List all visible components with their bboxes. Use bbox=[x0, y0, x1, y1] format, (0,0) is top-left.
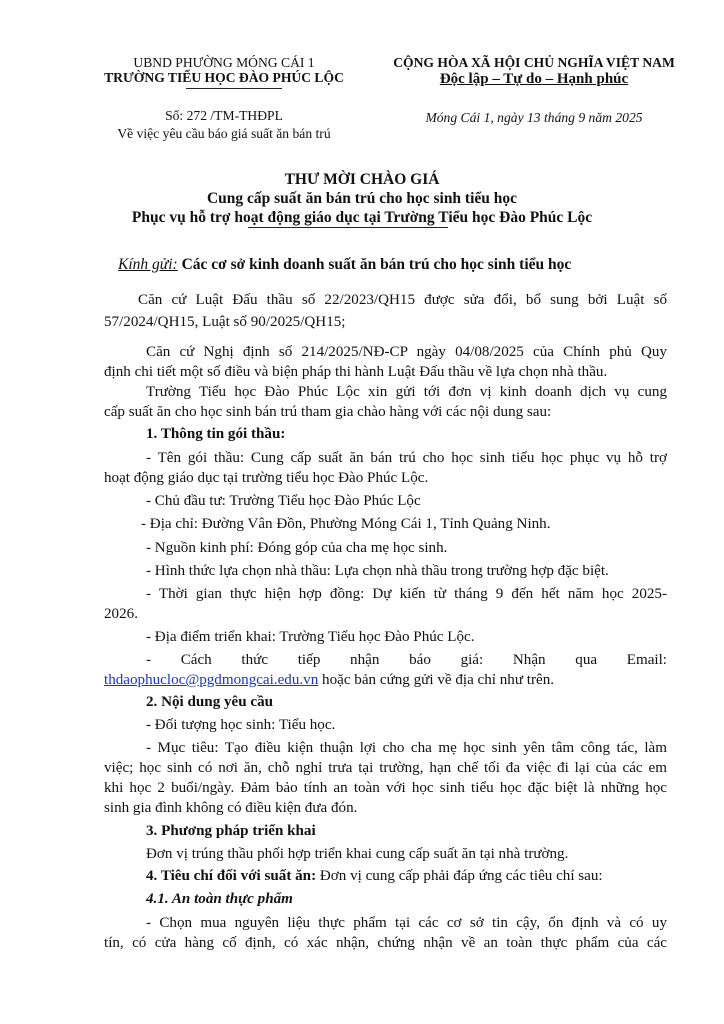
letter-subtitle: Cung cấp suất ăn bán trú cho học sinh tiểu học bbox=[206, 190, 518, 207]
recipient-line bbox=[118, 254, 571, 275]
objective-cont-2: khi học 2 buổi/ngày. Đảm bảo tính an toàn với học sinh tiểu học đặc biệt là những học bbox=[104, 780, 667, 796]
contract-period-cont: 2026. bbox=[104, 606, 138, 622]
section-4-title: 4. Tiêu chí đối với suất ăn: bbox=[146, 868, 317, 884]
quote-submission-cont bbox=[104, 670, 554, 691]
paragraph-invitation: Trường Tiểu học Đào Phúc Lộc xin gửi tới đơn vị kinh doanh dịch vụ cung bbox=[146, 384, 667, 400]
address: - Địa chỉ: Đường Vân Đồn, Phường Móng Cái 1, Tỉnh Quảng Ninh. bbox=[141, 516, 551, 532]
objective-cont-3: sinh gia đình không có điều kiện đưa đón. bbox=[104, 800, 358, 816]
letter-title: THƯ MỜI CHÀO GIÁ bbox=[284, 171, 440, 188]
section-3-heading: 3. Phương pháp triển khai bbox=[146, 823, 316, 839]
food-safety-criteria-cont: tín, có cửa hàng cố định, có xác nhận, chứng nhận về an toàn thực phẩm của các bbox=[104, 935, 667, 951]
investor: - Chủ đầu tư: Trường Tiểu học Đào Phúc Lộc bbox=[146, 493, 421, 509]
issuer-authority: UBND PHƯỜNG MÓNG CÁI 1 bbox=[133, 55, 315, 70]
objective: - Mục tiêu: Tạo điều kiện thuận lợi cho cha mẹ học sinh yên tâm công tác, làm bbox=[146, 740, 667, 756]
section-1-heading: 1. Thông tin gói thầu: bbox=[146, 426, 286, 442]
paragraph-legal-basis-2-cont: định chi tiết một số điều và biện pháp thi hành Luật Đấu thầu về lựa chọn nhà thầu. bbox=[104, 364, 608, 380]
paragraph-legal-basis-1-cont: 57/2024/QH15, Luật số 90/2025/QH15; bbox=[104, 314, 346, 330]
section-4-heading bbox=[146, 866, 603, 887]
national-motto bbox=[380, 70, 688, 88]
location: - Địa điểm triển khai: Trường Tiểu học Đào Phúc Lộc. bbox=[146, 629, 475, 645]
quote-submission-rest: hoặc bản cứng gửi về địa chỉ như trên. bbox=[318, 672, 555, 688]
objective-cont-1: việc; học sinh có nơi ăn, chỗ nghỉ trưa tại trường, hạn chế tối đa việc đi lại của các em bbox=[104, 760, 667, 776]
place-and-date: Móng Cái 1, ngày 13 tháng 9 năm 2025 bbox=[425, 110, 643, 125]
nation-title: CỘNG HÒA XÃ HỘI CHỦ NGHĨA VIỆT NAM bbox=[393, 55, 675, 70]
paragraph-legal-basis-1: Căn cứ Luật Đấu thầu số 22/2023/QH15 được sửa đổi, bổ sung bởi Luật số bbox=[138, 292, 667, 308]
student-target: - Đối tượng học sinh: Tiểu học. bbox=[146, 717, 336, 733]
section-4-1-heading: 4.1. An toàn thực phẩm bbox=[146, 891, 293, 907]
document-subject: Về việc yêu cầu báo giá suất ăn bán trú bbox=[117, 126, 331, 141]
paragraph-invitation-cont: cấp suất ăn cho học sinh bán trú tham gia chào hàng với các nội dung sau: bbox=[104, 404, 552, 420]
implementation-method: Đơn vị trúng thầu phối hợp triển khai cung cấp suất ăn tại nhà trường. bbox=[146, 846, 569, 862]
funding-source: - Nguồn kinh phí: Đóng góp của cha mẹ học sinh. bbox=[146, 540, 448, 556]
recipient-label: Kính gửi: bbox=[118, 256, 178, 273]
contract-period: - Thời gian thực hiện hợp đồng: Dự kiến từ tháng 9 đến hết năm học 2025- bbox=[146, 586, 667, 602]
recipient-text: Các cơ sở kinh doanh suất ăn bán trú cho học sinh tiểu học bbox=[177, 256, 572, 273]
package-name: - Tên gói thầu: Cung cấp suất ăn bán trú cho học sinh tiểu học phục vụ hỗ trợ bbox=[146, 450, 667, 466]
email-link[interactable]: thdaophucloc@pgdmongcai.edu.vn bbox=[104, 672, 319, 688]
package-name-cont: hoạt động giáo dục tại trường tiểu học Đào Phúc Lộc. bbox=[104, 470, 429, 486]
motto-text: Độc lập – Tự do – Hạnh phúc bbox=[439, 71, 629, 87]
issuer-school: TRƯỜNG TIỂU HỌC ĐÀO PHÚC LỘC bbox=[104, 70, 344, 85]
letter-subtitle-2: Phục vụ hỗ trợ hoạt động giáo dục tại Trường Tiểu học Đào Phúc Lộc bbox=[131, 209, 593, 226]
title-underline bbox=[248, 227, 448, 228]
section-2-heading: 2. Nội dung yêu cầu bbox=[146, 694, 274, 710]
issuer-underline bbox=[186, 88, 282, 89]
document-number: Số: 272 /TM-THĐPL bbox=[165, 108, 283, 123]
section-4-intro: Đơn vị cung cấp phải đáp ứng các tiêu chí sau: bbox=[316, 868, 603, 884]
food-safety-criteria: - Chọn mua nguyên liệu thực phẩm tại các cơ sở tin cậy, ổn định và có uy bbox=[146, 915, 667, 931]
selection-method: - Hình thức lựa chọn nhà thầu: Lựa chọn nhà thầu trong trường hợp đặc biệt. bbox=[146, 563, 609, 579]
paragraph-legal-basis-2: Căn cứ Nghị định số 214/2025/NĐ-CP ngày 04/08/2025 của Chính phủ Quy bbox=[146, 344, 667, 360]
quote-submission: - Cách thức tiếp nhận báo giá: Nhận qua Email: bbox=[146, 652, 667, 668]
